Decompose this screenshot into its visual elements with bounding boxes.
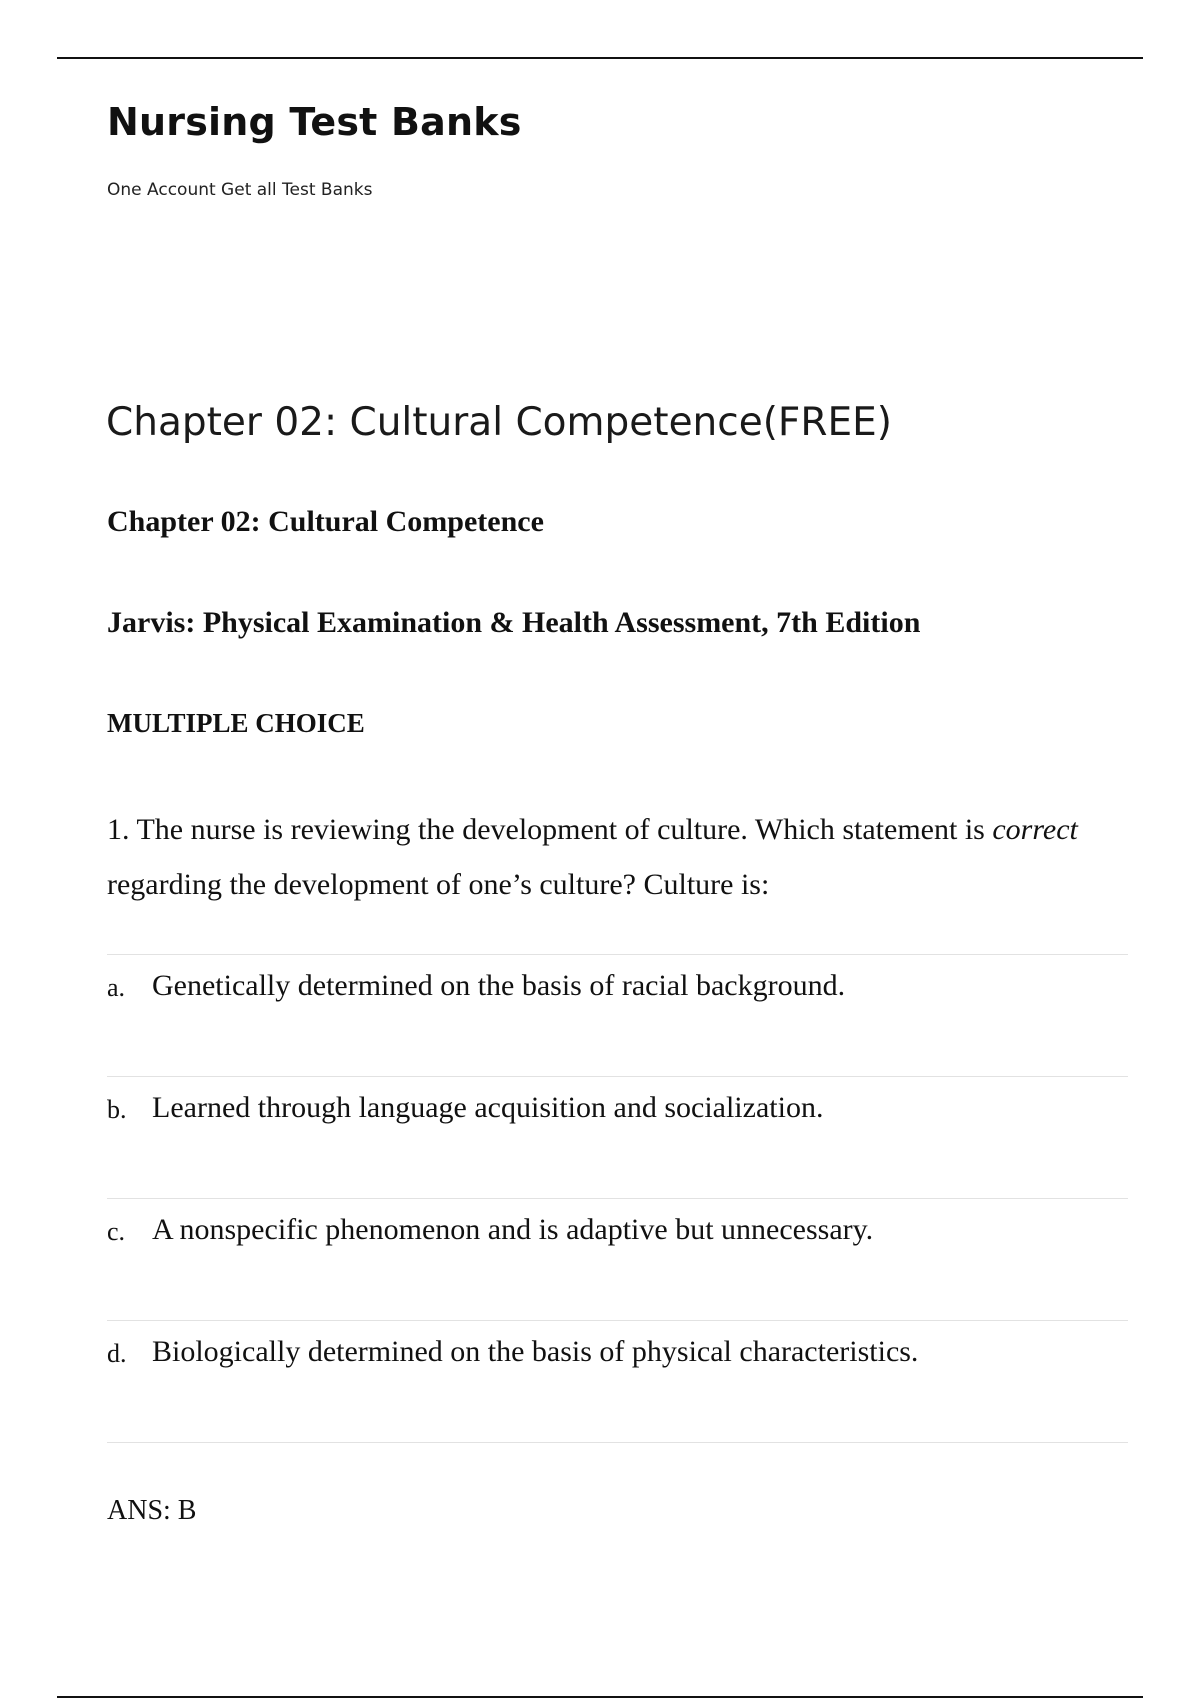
answer-key: ANS: B (107, 1495, 197, 1526)
choice-text: Genetically determined on the basis of racial background. (152, 969, 846, 1002)
chapter-heading: Chapter 02: Cultural Competence (107, 505, 544, 538)
choice-d (107, 1320, 1128, 1443)
site-tagline: One Account Get all Test Banks (107, 180, 373, 200)
choice-letter: a. (107, 973, 126, 1002)
question-rest: regarding the development of one’s culture? Culture is: (107, 868, 770, 901)
book-heading: Jarvis: Physical Examination & Health Assessment, 7th Edition (107, 606, 921, 639)
question-text (107, 802, 1097, 912)
choice-letter: c. (107, 1217, 126, 1246)
question-emphasis: correct (992, 813, 1078, 846)
answer-choices (107, 954, 1128, 1443)
top-divider (57, 57, 1143, 59)
choice-text: Biologically determined on the basis of physical characteristics. (152, 1335, 919, 1368)
section-heading: MULTIPLE CHOICE (107, 708, 365, 738)
choice-a (107, 954, 1128, 1076)
choice-text: A nonspecific phenomenon and is adaptive but unnecessary. (152, 1213, 874, 1246)
choice-letter: b. (107, 1095, 127, 1124)
site-title[interactable]: Nursing Test Banks (107, 100, 522, 144)
question-intro: 1. The nurse is reviewing the development of culture. Which statement is (107, 813, 993, 846)
choice-text: Learned through language acquisition and socialization. (152, 1091, 824, 1124)
choice-c (107, 1198, 1128, 1320)
bottom-divider (57, 1696, 1143, 1698)
choice-letter: d. (107, 1339, 127, 1368)
post-title: Chapter 02: Cultural Competence(FREE) (106, 400, 892, 445)
choice-b (107, 1076, 1128, 1198)
